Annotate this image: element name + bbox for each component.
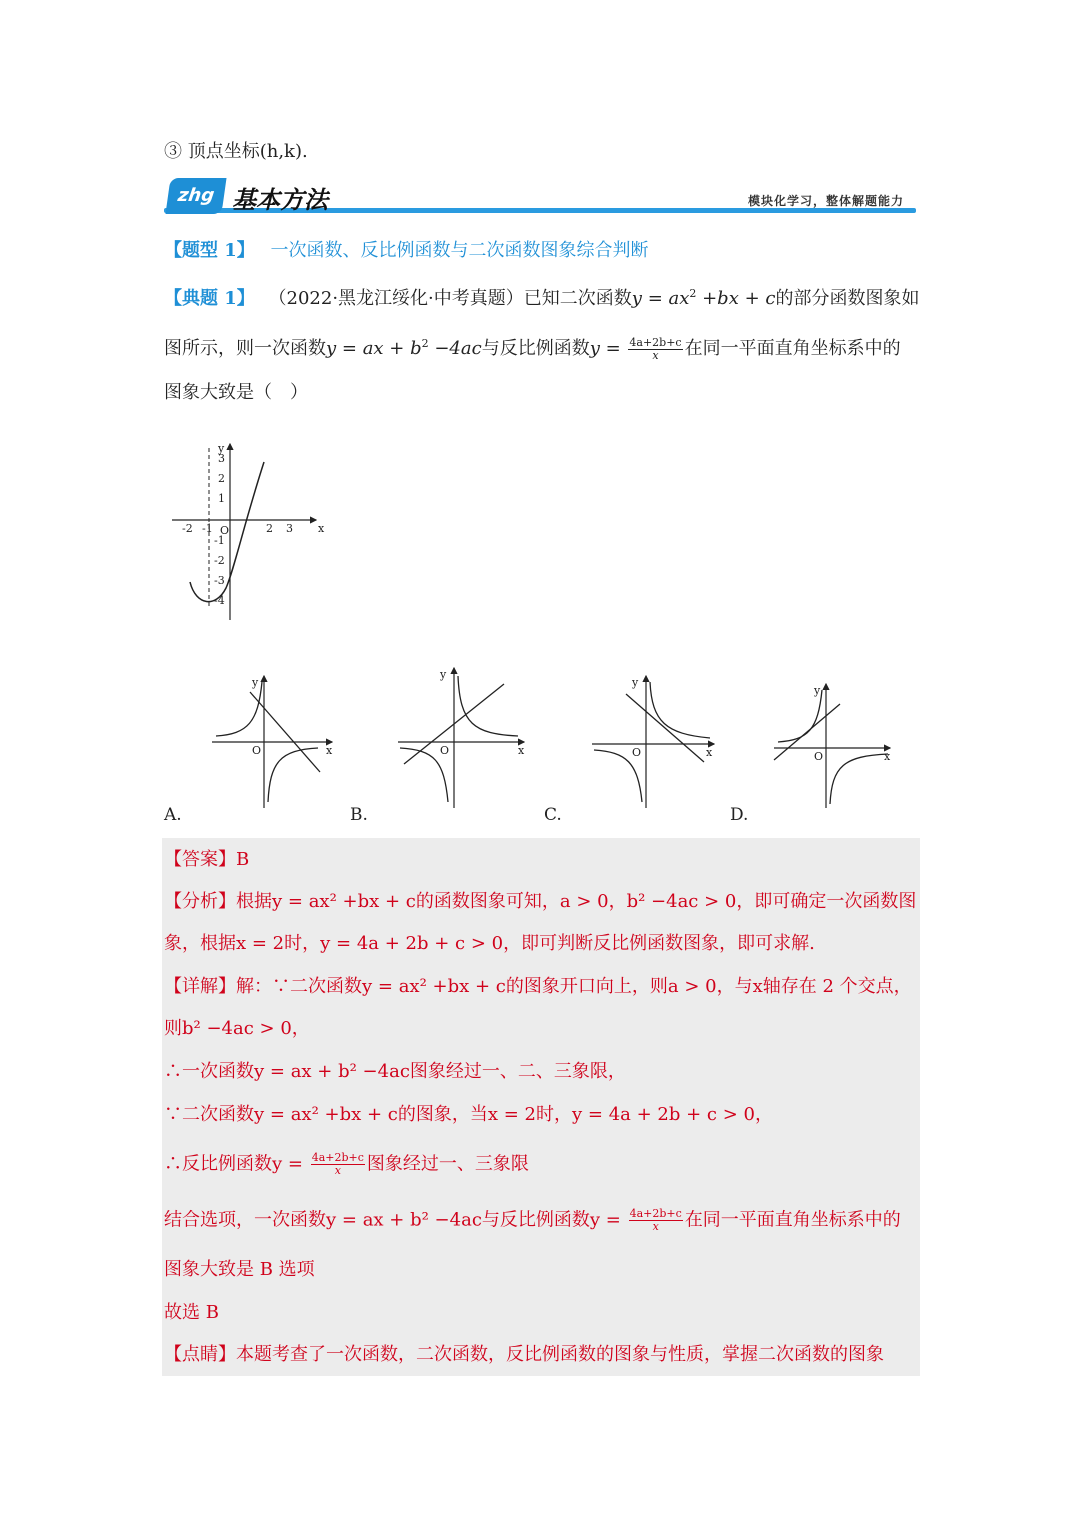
svg-text:x: x (884, 750, 891, 763)
question-type-tag: 【题型 1】 (164, 240, 255, 261)
vertex-coordinate-line: ③ 顶点坐标(h,k). (164, 141, 308, 162)
x-tick-neg1: -1 (202, 522, 213, 535)
x-tick-2: 2 (266, 522, 273, 535)
answer-line: 【答案】B (164, 849, 250, 870)
banner-title: 基本方法 (232, 186, 328, 214)
analysis-line-1: 【分析】根据y = ax² +bx + c的函数图象可知，a > 0，b² −4ac > 0，即可确定一次函数图 (164, 891, 917, 912)
zhg-logo: zhg (165, 178, 226, 214)
svg-text:y: y (632, 676, 639, 689)
example-line2-math: y = ax + b (326, 338, 422, 359)
option-b-label: B. (350, 805, 368, 825)
svg-text:y: y (440, 668, 447, 681)
option-d-graph (772, 680, 896, 810)
detail-line-3: ∴一次函数y = ax + b² −4ac图象经过一、二、三象限， (164, 1061, 626, 1082)
option-b-graph (394, 664, 530, 810)
x-label: x (318, 522, 325, 535)
analysis-line-2: 象，根据x = 2时，y = 4a + 2b + c > 0，即可判断反比例函数图象，即可求解. (164, 933, 815, 954)
option-c-label: C. (544, 805, 562, 825)
x-tick-neg2: -2 (182, 522, 193, 535)
example-line-3: 图象大致是（ ） (164, 382, 308, 403)
example-line1-a: （2022·黑龙江绥化·中考真题）已知二次函数 (268, 288, 632, 309)
example-line-2: 图所示，则一次函数y = ax + $b^2 -4ac$与反比例函数y = $\frac{4a+2b+c}{x}$ 在同一平面直角坐标系中的 (164, 335, 901, 362)
option-a-label: A. (164, 805, 182, 825)
svg-text:x: x (518, 744, 525, 757)
y-label: y (218, 442, 225, 455)
option-d-label: D. (730, 805, 749, 825)
y-tick-1: 1 (218, 492, 225, 505)
y-tick-3: 3 (218, 452, 225, 465)
detail-line-7: 图象大致是 B 选项 (164, 1259, 315, 1280)
example-tag: 【典题 1】 (164, 288, 255, 309)
banner-slogan: 模块化学习，整体解题能力 (747, 194, 904, 208)
svg-text:O: O (440, 744, 450, 757)
detail-line-5: ∴反比例函数y = $\frac{4a+2b+c}{x}$ 图象经过一、三象限 (164, 1151, 529, 1177)
option-c-graph (590, 672, 720, 810)
example-fraction: $\frac{4a+2b+c}{x}$ (629, 335, 682, 362)
detail-line-4: ∵二次函数y = ax² +bx + c的图象，当x = 2时，y = 4a + 2b + c > 0， (164, 1104, 773, 1125)
svg-text:y: y (252, 676, 259, 689)
example-line-1: 【典题 1】 （2022·黑龙江绥化·中考真题）已知二次函数$y = ax^2 +bx + c$的部分函数图象如 (164, 287, 920, 309)
y-tick-neg3: -3 (214, 574, 225, 587)
y-tick-neg1: -1 (214, 534, 225, 547)
y-tick-2: 2 (218, 472, 225, 485)
section-banner (164, 178, 916, 222)
origin-label: O (220, 524, 230, 537)
svg-text:O: O (814, 750, 824, 763)
answer-value: B (236, 849, 250, 870)
question-type-heading (164, 239, 649, 263)
detail-line-6: 结合选项，一次函数y = ax + b² −4ac与反比例函数y = $\frac{4a+2b+c}{x}$ 在同一平面直角坐标系中的 (164, 1207, 901, 1233)
example-line1-math: y = ax (631, 288, 690, 309)
detail-line-8: 故选 B (164, 1302, 219, 1323)
svg-text:O: O (632, 746, 642, 759)
example-line2-b: 与反比例函数 (481, 338, 590, 359)
example-line1-math2: +bx + c (696, 288, 776, 309)
svg-text:x: x (326, 744, 333, 757)
example-line2-c: 在同一平面直角坐标系中的 (684, 338, 901, 359)
example-line2-math2: −4ac (428, 338, 482, 359)
parabola-graph (168, 438, 328, 624)
detail-line-2: 则b² −4ac > 0， (164, 1018, 310, 1039)
y-tick-neg4: -4 (214, 594, 225, 607)
x-tick-3: 3 (286, 522, 293, 535)
example-line2-math3: y = (589, 338, 627, 359)
svg-text:x: x (706, 746, 713, 759)
y-tick-neg2: -2 (214, 554, 225, 567)
example-line1-b: 的部分函数图象如 (775, 288, 920, 309)
option-a-graph (208, 672, 338, 810)
note-line: 【点睛】本题考查了一次函数，二次函数，反比例函数的图象与性质，掌握二次函数的图象 (164, 1344, 884, 1365)
question-type-text: 一次函数、反比例函数与二次函数图象综合判断 (270, 240, 649, 261)
example-line2-a: 图所示，则一次函数 (164, 338, 326, 359)
detail-line-1: 【详解】解：∵二次函数y = ax² +bx + c的图象开口向上，则a > 0，与x轴存在 2 个交点， (164, 976, 912, 997)
svg-text:O: O (252, 744, 262, 757)
svg-text:y: y (814, 684, 821, 697)
